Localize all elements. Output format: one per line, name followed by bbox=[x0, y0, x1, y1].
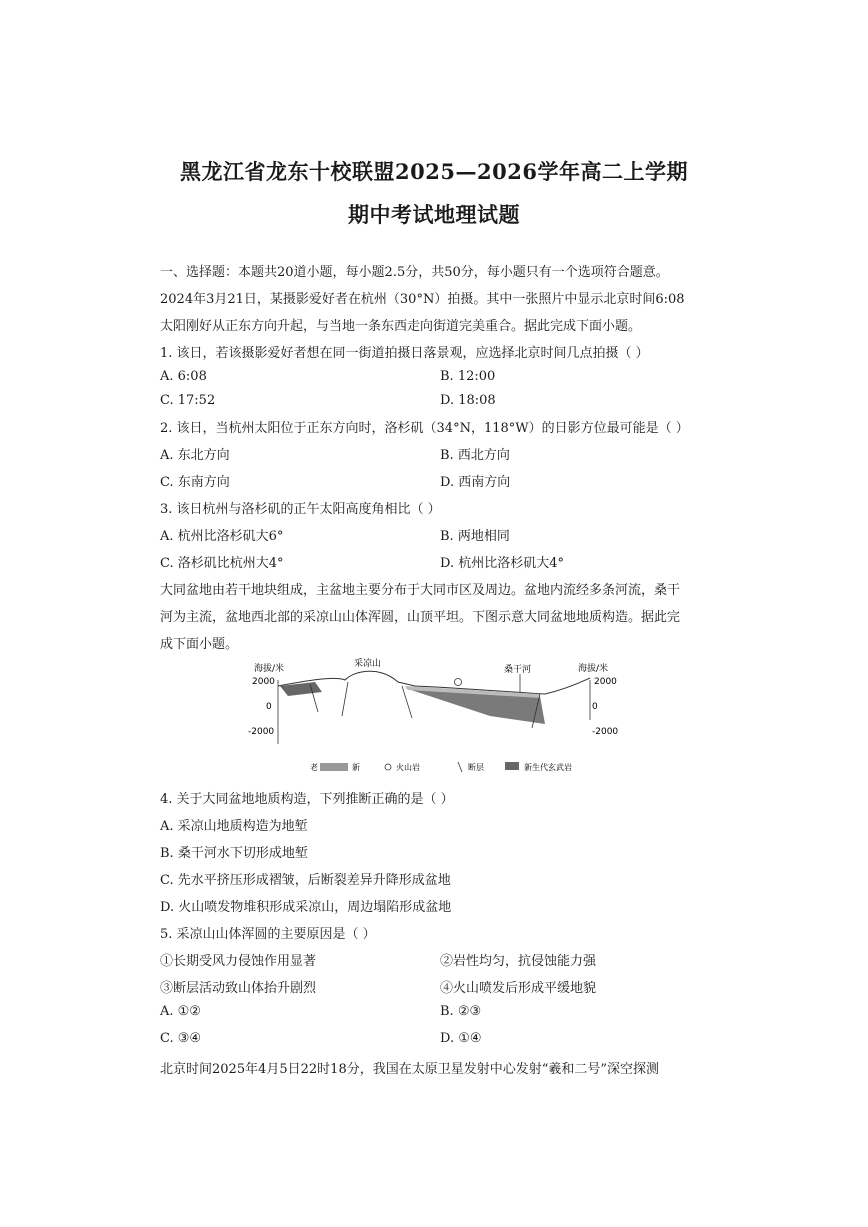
left-axis-title: 海拔/米 bbox=[254, 664, 285, 674]
legend-volcano: 火山岩 bbox=[396, 763, 420, 772]
q4-stem: 4. 关于大同盆地地质构造，下列推断正确的是（ ） bbox=[160, 792, 454, 807]
q1-option-c: C. 17:52 bbox=[160, 393, 216, 408]
passage2-line-2: 河为主流，盆地西北部的采凉山山体浑圆，山顶平坦。下图示意大同盆地地质构造。据此完 bbox=[160, 610, 681, 625]
passage2-line-3: 成下面小题。 bbox=[160, 637, 239, 652]
q3-stem: 3. 该日杭州与洛杉矶的正午太阳高度角相比（ ） bbox=[160, 502, 441, 517]
q1-option-a: A. 6:08 bbox=[160, 369, 207, 384]
q5-stem: 5. 采凉山山体浑圆的主要原因是（ ） bbox=[160, 927, 376, 942]
intro-line-1: 一、选择题：本题共20道小题，每小题2.5分，共50分，每小题只有一个选项符合题意。 bbox=[160, 265, 669, 280]
exam-title-line2: 期中考试地理试题 bbox=[348, 202, 520, 227]
q3-option-a: A. 杭州比洛杉矶大6° bbox=[160, 529, 284, 544]
q5-statement-1: ①长期受风力侵蚀作用显著 bbox=[160, 954, 317, 969]
right-tick-2000: 2000 bbox=[594, 677, 617, 687]
left-tick-0: 0 bbox=[266, 702, 272, 712]
q5-statement-3: ③断层活动致山体抬升剧烈 bbox=[160, 981, 317, 996]
q5-statement-2: ②岩性均匀，抗侵蚀能力强 bbox=[440, 954, 597, 969]
q3-option-c: C. 洛杉矶比杭州大4° bbox=[160, 556, 284, 571]
q2-option-a: A. 东北方向 bbox=[160, 448, 230, 463]
fault-line-3 bbox=[402, 686, 412, 718]
q2-option-c: C. 东南方向 bbox=[160, 475, 230, 490]
q1-option-b: B. 12:00 bbox=[440, 369, 496, 384]
fault-line-2 bbox=[342, 682, 348, 716]
legend-fault-icon bbox=[458, 762, 462, 772]
intro-line-3: 太阳刚好从正东方向升起，与当地一条东西走向街道完美重合。据此完成下面小题。 bbox=[160, 319, 642, 334]
q5-statement-4: ④火山喷发后形成平缓地貌 bbox=[440, 981, 597, 996]
geologic-cross-section-figure bbox=[240, 658, 630, 778]
right-axis-title: 海拔/米 bbox=[578, 664, 609, 674]
exam-title-line1: 黑龙江省龙东十校联盟2025—2026学年高二上学期 bbox=[180, 159, 688, 184]
q2-stem: 2. 该日，当杭州太阳位于正东方向时，洛杉矶（34°N，118°W）的日影方位最可能是（ ） bbox=[160, 421, 689, 436]
mountain-label: 采凉山 bbox=[354, 659, 382, 669]
intro-line-2: 2024年3月21日，某摄影爱好者在杭州（30°N）拍摄。其中一张照片中显示北京时间6:08 bbox=[160, 292, 685, 307]
legend-new: 新 bbox=[352, 763, 360, 772]
legend-cenozoic: 新生代玄武岩 bbox=[524, 763, 572, 772]
left-tick-2000: 2000 bbox=[252, 677, 275, 687]
right-tick-neg2000: -2000 bbox=[592, 727, 619, 737]
passage3-line-1: 北京时间2025年4月5日22时18分，我国在太原卫星发射中心发射“羲和二号”深空探测 bbox=[160, 1062, 660, 1077]
passage2-line-1: 大同盆地由若干地块组成，主盆地主要分布于大同市区及周边。盆地内流经多条河流，桑干 bbox=[160, 583, 681, 598]
q2-option-b: B. 西北方向 bbox=[440, 448, 510, 463]
q1-stem: 1. 该日，若该摄影爱好者想在同一街道拍摄日落景观，应选择北京时间几点拍摄（ ） bbox=[160, 346, 649, 361]
river-label: 桑干河 bbox=[504, 665, 532, 675]
q3-option-d: D. 杭州比洛杉矶大4° bbox=[440, 556, 564, 571]
legend-cenozoic-swatch bbox=[505, 762, 519, 770]
q4-option-a: A. 采凉山地质构造为地堑 bbox=[160, 819, 308, 834]
right-tick-0: 0 bbox=[592, 702, 598, 712]
legend-old: 老 bbox=[310, 763, 318, 772]
q5-option-d: D. ①④ bbox=[440, 1031, 482, 1046]
q5-option-a: A. ①② bbox=[160, 1004, 201, 1019]
q1-option-d: D. 18:08 bbox=[440, 393, 496, 408]
q2-option-d: D. 西南方向 bbox=[440, 475, 511, 490]
legend-fault: 断层 bbox=[468, 763, 484, 772]
q5-option-b: B. ②③ bbox=[440, 1004, 482, 1019]
q5-option-c: C. ③④ bbox=[160, 1031, 202, 1046]
volcano-icon bbox=[455, 679, 462, 686]
q4-option-c: C. 先水平挤压形成褶皱，后断裂差异升降形成盆地 bbox=[160, 873, 451, 888]
q4-option-b: B. 桑干河水下切形成地堑 bbox=[160, 846, 308, 861]
q3-option-b: B. 两地相同 bbox=[440, 529, 510, 544]
legend-old-new-swatch bbox=[320, 763, 348, 771]
left-tick-neg2000: -2000 bbox=[248, 727, 275, 737]
q4-option-d: D. 火山喷发物堆积形成采凉山，周边塌陷形成盆地 bbox=[160, 900, 452, 915]
legend-volcano-icon bbox=[385, 764, 391, 770]
